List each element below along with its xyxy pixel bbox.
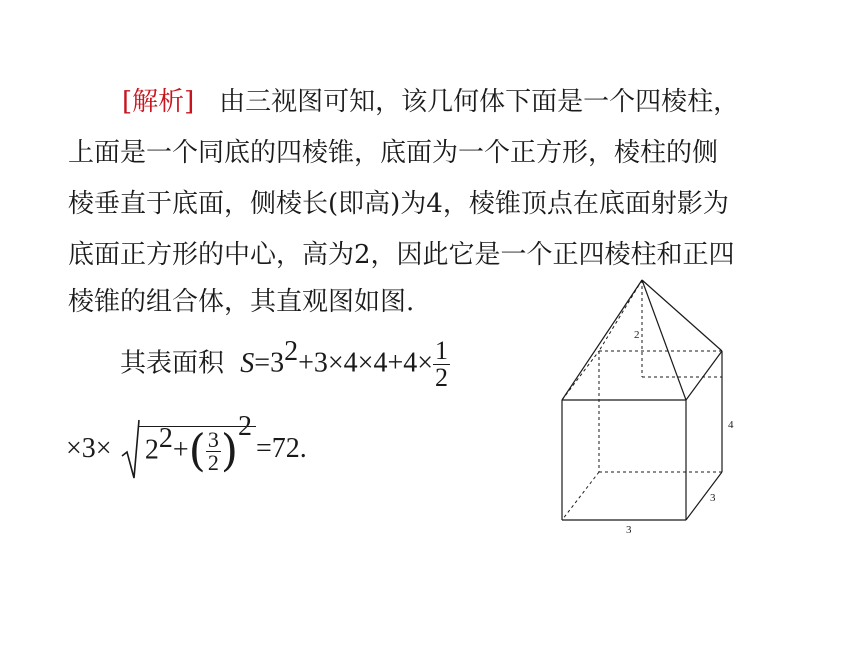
sqrt-term-a: 2: [144, 434, 159, 466]
analysis-line-5: 棱锥的组合体，其直观图如图.: [68, 287, 415, 317]
sqrt-plus: +: [172, 434, 189, 466]
label-depth: 3: [710, 492, 716, 504]
right-paren: ): [220, 425, 238, 477]
analysis-line-2: 上面是一个同底的四棱锥，底面为一个正方形，棱柱的侧: [68, 138, 719, 168]
label-pyramid-height: 2: [634, 329, 640, 341]
formula-label: 其表面积: [120, 348, 225, 379]
analysis-text-1: 由三视图可知，该几何体下面是一个四棱柱，: [219, 87, 740, 117]
formula-variable: S: [240, 347, 255, 379]
inner-fraction: $\frac{3}{2}$: [207, 427, 219, 475]
sqrt-term-a-exp: 2: [158, 422, 173, 454]
analysis-line-3: 棱垂直于底面，侧棱长(即高)为4，棱锥顶点在底面射影为: [68, 189, 729, 219]
analysis-tag: [解析]: [122, 87, 195, 117]
formula-lead2: ×3×: [66, 433, 112, 464]
formula-rest1: +3×4×4+4×: [298, 347, 434, 379]
label-prism-height: 4: [728, 419, 734, 431]
left-paren: (: [188, 425, 206, 477]
formula-exp1: 2: [284, 335, 299, 367]
inner-fraction-exp: 2: [238, 410, 252, 442]
analysis-line-4: 底面正方形的中心，高为2，因此它是一个正四棱柱和正四: [68, 240, 735, 270]
label-width: 3: [626, 524, 632, 536]
formula-eq1: =3: [254, 347, 285, 379]
formula-result: =72.: [256, 433, 307, 464]
formula-fraction: $\frac{1}{2}$: [435, 336, 449, 392]
